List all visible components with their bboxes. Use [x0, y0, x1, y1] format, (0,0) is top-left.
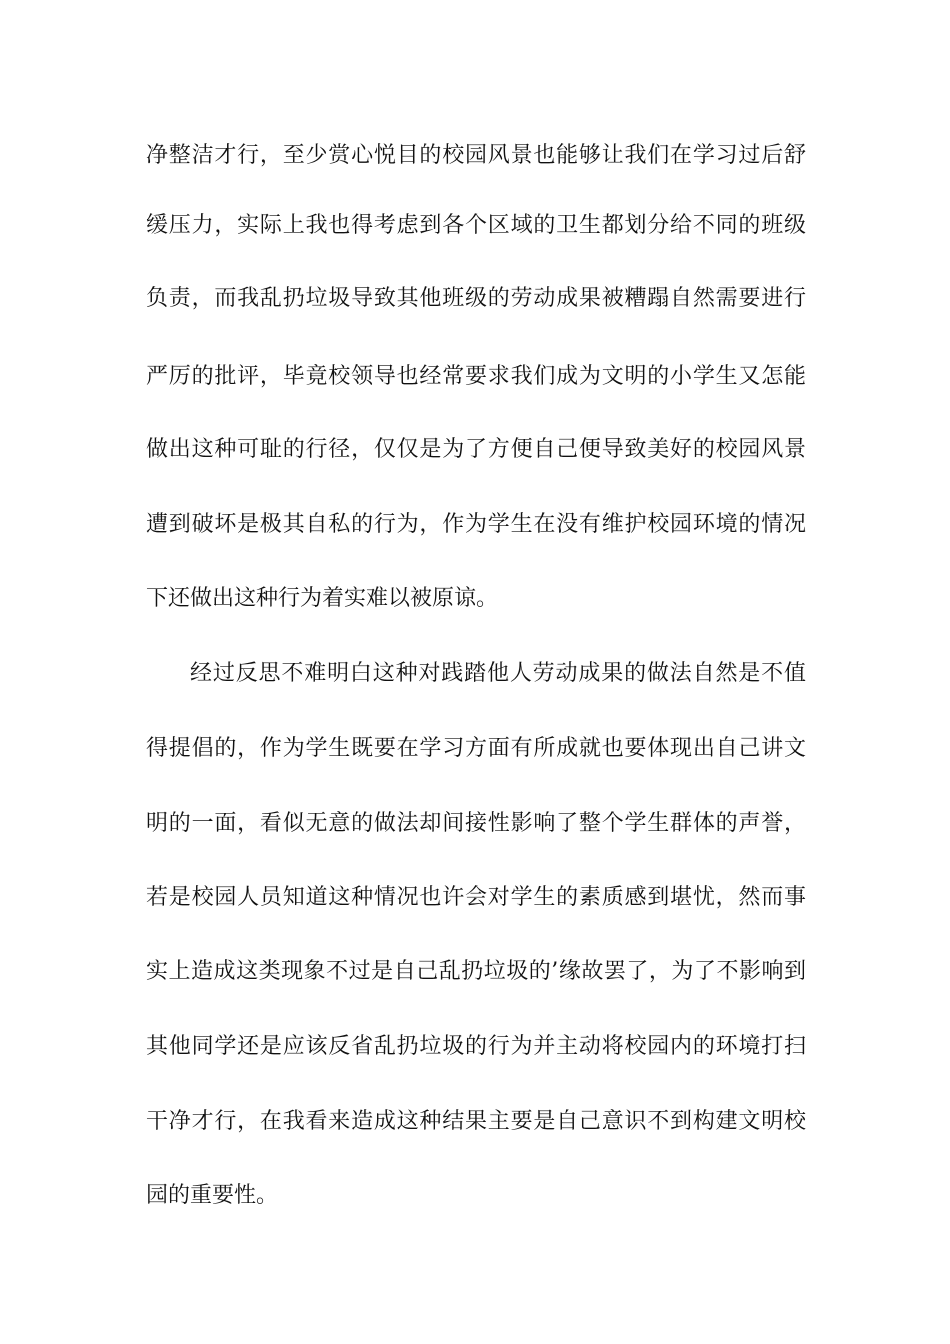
text-line: 若是校园人员知道这种情况也许会对学生的素质感到堪忧，然而事 [146, 885, 806, 910]
text-line: 遭到破坏是极其自私的行为，作为学生在没有维护校园环境的情况 [146, 512, 806, 537]
text-line: 实上造成这类现象不过是自己乱扔垃圾的’缘故罢了，为了不影响到 [146, 959, 806, 984]
text-line: 负责，而我乱扔垃圾导致其他班级的劳动成果被糟蹋自然需要进行 [146, 286, 806, 311]
text-line: 得提倡的，作为学生既要在学习方面有所成就也要体现出自己讲文 [146, 736, 806, 761]
text-line: 干净才行，在我看来造成这种结果主要是自己意识不到构建文明校 [146, 1109, 806, 1134]
text-line: 明的一面，看似无意的做法却间接性影响了整个学生群体的声誉， [146, 811, 806, 836]
text-line: 其他同学还是应该反省乱扔垃圾的行为并主动将校园内的环境打扫 [146, 1034, 806, 1059]
text-line: 园的重要性。 [146, 1183, 279, 1208]
text-line: 下还做出这种行为着实难以被原谅。 [146, 586, 499, 611]
text-line: 严厉的批评，毕竟校领导也经常要求我们成为文明的小学生又怎能 [146, 364, 806, 389]
text-line: 净整洁才行，至少赏心悦目的校园风景也能够让我们在学习过后舒 [146, 143, 806, 168]
text-line: 缓压力，实际上我也得考虑到各个区域的卫生都划分给不同的班级 [146, 213, 806, 238]
text-line: 做出这种可耻的行径，仅仅是为了方便自己便导致美好的校园风景 [146, 437, 806, 462]
text-line: 经过反思不难明白这种对践踏他人劳动成果的做法自然是不值 [190, 661, 806, 686]
